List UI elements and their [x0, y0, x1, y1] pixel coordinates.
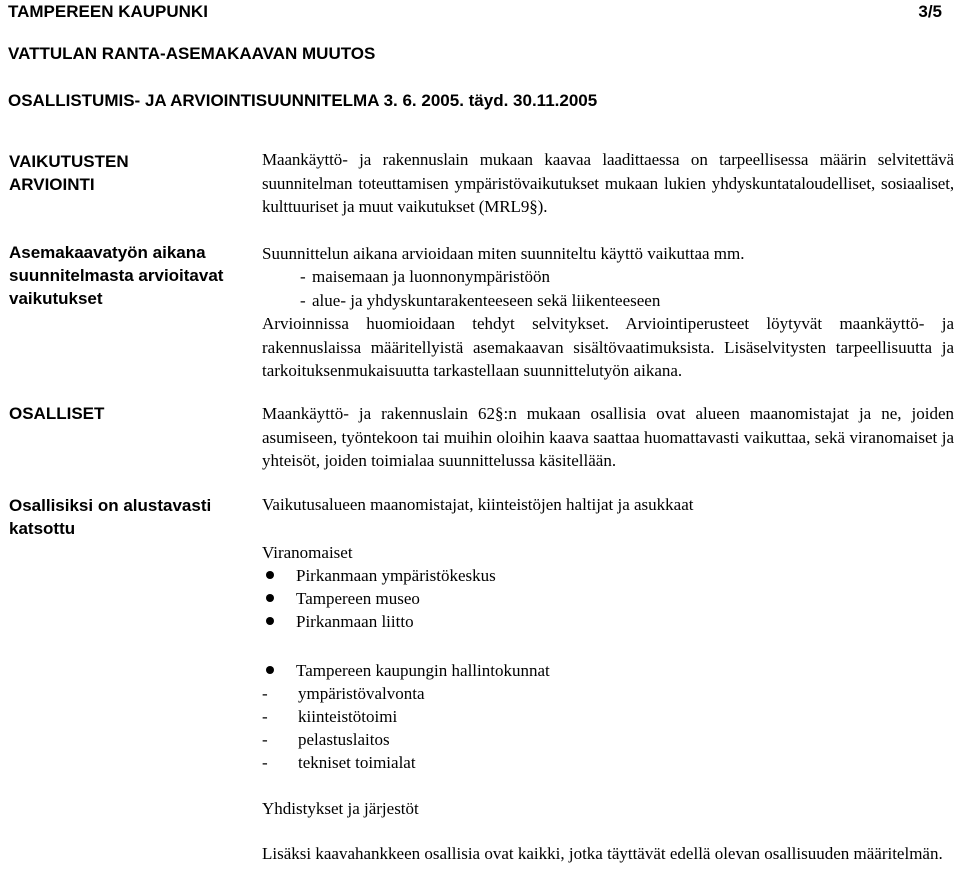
landowners-line: Vaikutusalueen maanomistajat, kiinteistöjen haltijat ja asukkaat	[262, 495, 694, 514]
left-heading-line: vaikutukset	[9, 289, 103, 308]
header-org: TAMPEREEN KAUPUNKI	[8, 2, 208, 21]
paragraph-assessment-basis: Arvioinnissa huomioidaan tehdyt selvitykset. Arviointiperusteet löytyvät maankäyttö- ja rakennuslaissa määritellyistä asemakaavan sisältövaatimuksista. Lisäselvitysten tarpeellisuutta ja tarkoituksenmukaisuutta tarkastellaan suunnittelutyön aikana.	[262, 314, 954, 380]
list-dash: -	[300, 267, 306, 286]
assessment-item-text: maisemaan ja luonnonympäristöön	[312, 267, 550, 286]
bullet-icon	[266, 594, 274, 602]
assessment-item-text: alue- ja yhdyskuntarakenteeseen sekä liikenteeseen	[312, 291, 661, 310]
city-departments-text: Tampereen kaupungin hallintokunnat	[296, 661, 550, 680]
authority-item	[262, 587, 420, 610]
city-unit-item	[262, 682, 425, 705]
left-heading-line: Osallisiksi on alustavasti	[9, 496, 212, 515]
city-unit-text: pelastuslaitos	[298, 730, 390, 749]
bullet-icon	[266, 571, 274, 579]
page-number: 3/5	[918, 2, 942, 21]
authorities-heading: Viranomaiset	[262, 543, 353, 562]
document-subtitle: OSALLISTUMIS- JA ARVIOINTISUUNNITELMA 3. 6. 2005. täyd. 30.11.2005	[8, 91, 598, 110]
left-heading-line: VAIKUTUSTEN	[9, 152, 129, 171]
bullet-icon	[266, 617, 274, 625]
bullet-icon	[266, 666, 274, 674]
list-dash: -	[262, 684, 268, 703]
document-title: VATTULAN RANTA-ASEMAKAAVAN MUUTOS	[8, 44, 376, 63]
assessment-item	[262, 289, 954, 312]
city-unit-text: kiinteistötoimi	[298, 707, 398, 726]
city-unit-text: tekniset toimialat	[298, 753, 416, 772]
assessment-item	[262, 265, 954, 288]
city-unit-item	[262, 751, 416, 774]
list-dash: -	[262, 730, 268, 749]
list-dash: -	[262, 707, 268, 726]
paragraph-mrl62: Maankäyttö- ja rakennuslain 62§:n mukaan osallisia ovat alueen maanomistajat ja ne, joiden asumiseen, työntekoon tai muihin oloihin kaava saattaa huomattavasti vaikuttaa, sekä viranomaiset ja yhteisöt, joiden toimialaa suunnittelussa käsitellään.	[262, 404, 954, 470]
paragraph-assessment-intro: Suunnittelun aikana arvioidaan miten suunniteltu käyttö vaikuttaa mm.	[262, 244, 745, 263]
list-dash: -	[300, 291, 306, 310]
list-dash: -	[262, 753, 268, 772]
paragraph-all-stakeholders: Lisäksi kaavahankkeen osallisia ovat kaikki, jotka täyttävät edellä olevan osallisuuden määritelmän.	[262, 844, 943, 863]
paragraph-mrl9: Maankäyttö- ja rakennuslain mukaan kaavaa laadittaessa on tarpeellisessa määrin selvitettävä suunnitelman toteuttamisen ympäristövaikutukset mukaan lukien yhdyskuntataloudelliset, sosiaaliset, kulttuuriset ja muut vaikutukset (MRL9§).	[262, 150, 954, 216]
left-heading-line: Asemakaavatyön aikana	[9, 243, 206, 262]
left-heading-impact-assessment	[9, 150, 241, 196]
authority-item-text: Tampereen museo	[296, 589, 420, 608]
left-heading-line: suunnitelmasta arvioitavat	[9, 266, 224, 285]
associations-heading: Yhdistykset ja järjestöt	[262, 799, 419, 818]
left-heading-stakeholders: OSALLISET	[9, 404, 105, 423]
left-heading-line: ARVIOINTI	[9, 175, 95, 194]
city-departments-item	[262, 659, 550, 682]
authority-item-text: Pirkanmaan liitto	[296, 612, 414, 631]
authority-item-text: Pirkanmaan ympäristökeskus	[296, 566, 496, 585]
city-unit-text: ympäristövalvonta	[298, 684, 425, 703]
city-unit-item	[262, 705, 397, 728]
city-unit-item	[262, 728, 390, 751]
authority-item	[262, 610, 414, 633]
authority-item	[262, 564, 496, 587]
left-heading-assessed-impacts	[9, 241, 241, 310]
header-org-row	[8, 2, 942, 22]
left-heading-line: katsottu	[9, 519, 76, 538]
left-heading-preliminary-stakeholders	[9, 494, 241, 540]
